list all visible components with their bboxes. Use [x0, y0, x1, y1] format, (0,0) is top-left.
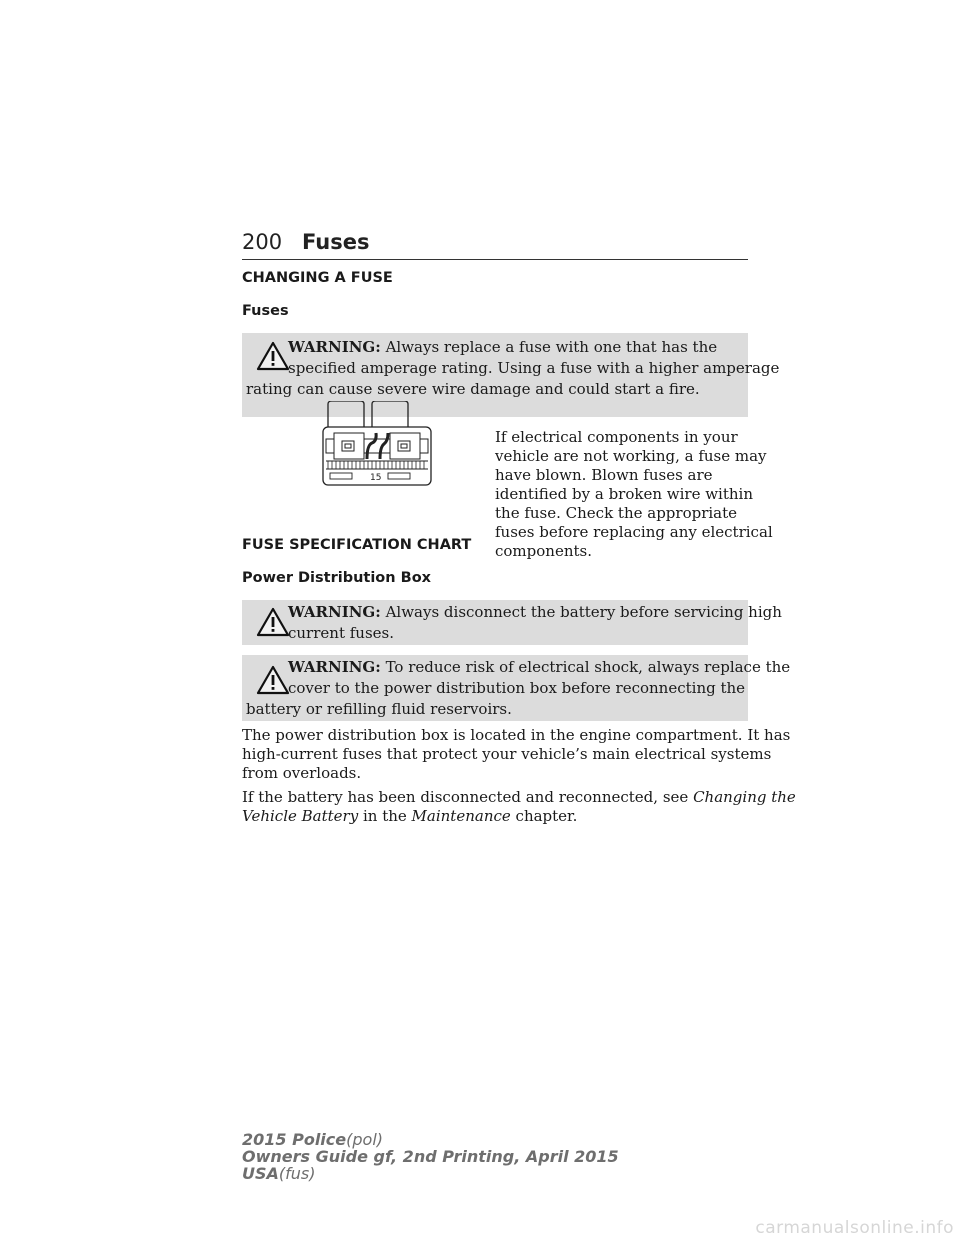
warning-line: WARNING: Always replace a fuse with one that has the: [288, 338, 718, 356]
footer-line-market: USA(fus): [242, 1164, 316, 1183]
warning-line: WARNING: Always disconnect the battery before servicing high: [288, 603, 782, 621]
header-rule: [242, 259, 748, 260]
cross-reference-link[interactable]: Changing the: [693, 788, 796, 806]
warning-box-disconnect-battery: [242, 600, 782, 645]
subsection-title-power-distribution-box: Power Distribution Box: [242, 570, 432, 586]
watermark: carmanualsonline.info: [755, 1218, 954, 1238]
body-text-line: If the battery has been disconnected and reconnected, see Changing the: [242, 788, 796, 806]
body-text-line: If electrical components in your: [495, 428, 738, 446]
page-header: [242, 230, 748, 262]
warning-line: WARNING: To reduce risk of electrical shock, always replace the: [288, 658, 791, 676]
page-number: 200: [242, 230, 283, 254]
footer-line-model: 2015 Police(pol): [242, 1130, 383, 1149]
cross-reference-link[interactable]: Vehicle Battery: [242, 807, 359, 825]
warning-line: cover to the power distribution box before reconnecting the: [288, 679, 746, 697]
warning-label: WARNING:: [288, 603, 381, 621]
warning-triangle-icon: [256, 607, 290, 637]
fuse-illustration: [318, 401, 436, 487]
chapter-title: Fuses: [302, 230, 370, 254]
subsection-title-fuses: Fuses: [242, 303, 289, 319]
fuse-rating-label: 15: [370, 473, 382, 483]
section-title-changing-fuse: CHANGING A FUSE: [242, 270, 393, 286]
body-text-line: from overloads.: [242, 764, 362, 782]
footer-line-edition: Owners Guide gf, 2nd Printing, April 2015: [242, 1147, 619, 1166]
warning-line: rating can cause severe wire damage and could start a fire.: [246, 380, 700, 398]
chapter-reference-link[interactable]: Maintenance: [411, 807, 511, 825]
warning-triangle-icon: [256, 341, 290, 371]
warning-triangle-icon: [256, 665, 290, 695]
body-text-line: have blown. Blown fuses are: [495, 466, 713, 484]
body-text-line: Vehicle Battery in the Maintenance chapter.: [242, 807, 578, 825]
warning-line: current fuses.: [288, 624, 394, 642]
body-text-line: high-current fuses that protect your vehicle’s main electrical systems: [242, 745, 772, 763]
body-text-line: identified by a broken wire within: [495, 485, 754, 503]
body-text-line: The power distribution box is located in the engine compartment. It has: [242, 726, 791, 744]
warning-line: specified amperage rating. Using a fuse with a higher amperage: [288, 359, 780, 377]
body-text-line: fuses before replacing any electrical: [495, 523, 773, 541]
warning-label: WARNING:: [288, 338, 381, 356]
warning-box-electrical-shock: [242, 655, 791, 721]
section-title-fuse-spec-chart: FUSE SPECIFICATION CHART: [242, 537, 472, 553]
body-text-line: components.: [495, 542, 592, 560]
body-text-line: vehicle are not working, a fuse may: [495, 447, 767, 465]
warning-label: WARNING:: [288, 658, 381, 676]
warning-line: battery or refilling fluid reservoirs.: [246, 700, 512, 718]
body-text-line: the fuse. Check the appropriate: [495, 504, 738, 522]
